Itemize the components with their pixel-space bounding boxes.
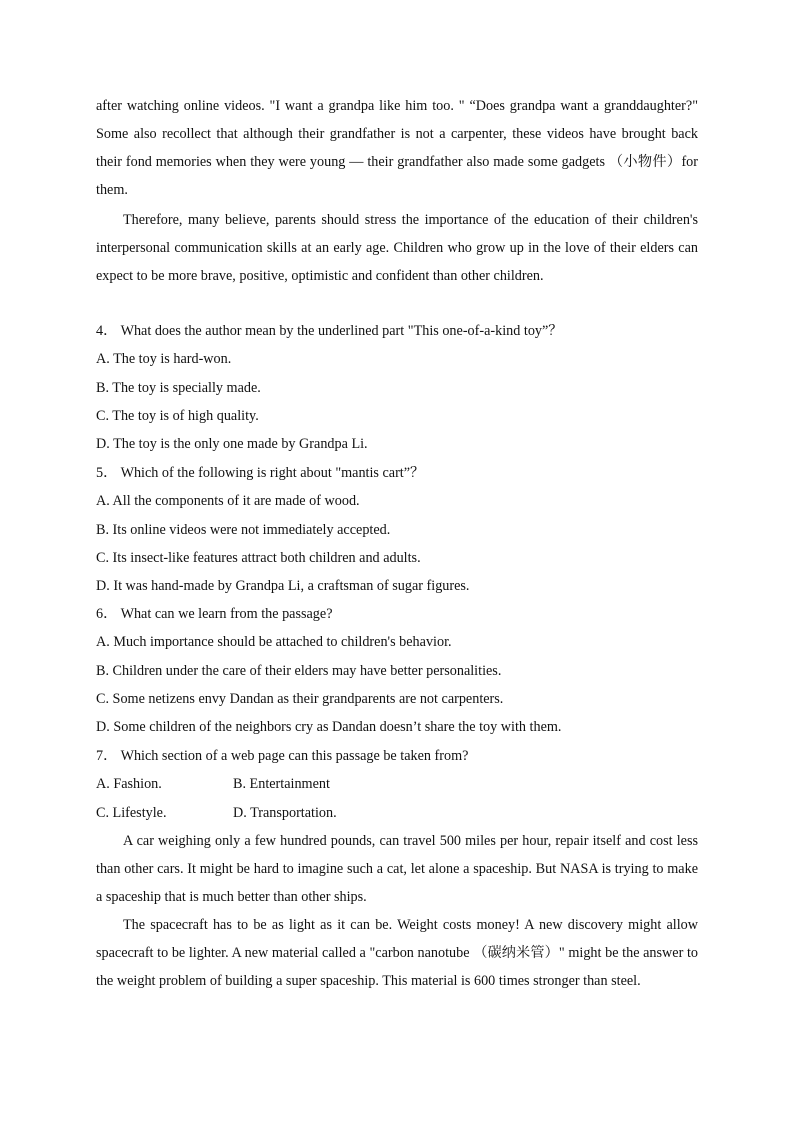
- question-4: [96, 317, 698, 458]
- question-stem: 6． What can we learn from the passage?: [96, 606, 333, 622]
- option-a: A. Fashion.: [96, 776, 162, 793]
- passage-1-paragraph-end: after watching online videos. "I want a grandpa like him too. " “Does grandpa want a granddaughter?" Some also recollect that although their grandfather is not a carpenter, these videos have brought back their fond memories when they were young — their grandfather also made some gadgets （小物件）for them.: [96, 98, 698, 198]
- passage-2-paragraph-2: The spacecraft has to be as light as it can be. Weight costs money! A new discovery might allow spacecraft to be lighter. A new material called a "carbon nanotube （碳纳米管）" might be the answer to the weight problem of building a super spaceship. This material is 600 times stronger than steel.: [96, 917, 698, 989]
- option-row-1: [96, 770, 698, 798]
- option-a: A. Much importance should be attached to children's behavior.: [96, 634, 452, 651]
- option-b: B. Entertainment: [233, 776, 330, 793]
- passage-1-paragraph-conclusion: Therefore, many believe, parents should stress the importance of the education of their children's interpersonal communication skills at an early age. Children who grow up in the love of their elders can expect to be more brave, positive, optimistic and confident than other children.: [96, 212, 698, 284]
- option-d: D. It was hand-made by Grandpa Li, a craftsman of sugar figures.: [96, 578, 470, 595]
- passage-2-paragraph-1: A car weighing only a few hundred pounds, can travel 500 miles per hour, repair itself and cost less than other cars. It might be hard to imagine such a cat, let alone a spaceship. But NASA is trying to make a spaceship that is much better than other ships.: [96, 833, 698, 905]
- question-7: [96, 742, 698, 827]
- question-stem: 4． What does the author mean by the underlined part "This one-of-a-kind toy”？: [96, 323, 563, 339]
- question-5: [96, 459, 698, 600]
- option-row-2: [96, 799, 698, 827]
- passage-2: [96, 827, 698, 995]
- question-6: [96, 600, 698, 741]
- question-stem: 5． Which of the following is right about "mantis cart”？: [96, 465, 425, 481]
- option-d: D. The toy is the only one made by Grandpa Li.: [96, 436, 368, 453]
- option-a: A. All the components of it are made of wood.: [96, 493, 360, 510]
- passage-1: [96, 92, 698, 290]
- option-c: C. The toy is of high quality.: [96, 407, 259, 424]
- option-a: A. The toy is hard-won.: [96, 351, 232, 368]
- option-b: B. Its online videos were not immediately accepted.: [96, 521, 391, 538]
- option-d: D. Some children of the neighbors cry as Dandan doesn’t share the toy with them.: [96, 719, 562, 736]
- option-b: B. Children under the care of their elders may have better personalities.: [96, 662, 502, 679]
- question-stem: 7． Which section of a web page can this passage be taken from?: [96, 748, 469, 764]
- option-d: D. Transportation.: [233, 804, 337, 821]
- option-b: B. The toy is specially made.: [96, 379, 261, 396]
- option-c: C. Some netizens envy Dandan as their grandparents are not carpenters.: [96, 690, 504, 707]
- option-c: C. Its insect-like features attract both children and adults.: [96, 549, 421, 566]
- option-c: C. Lifestyle.: [96, 804, 167, 821]
